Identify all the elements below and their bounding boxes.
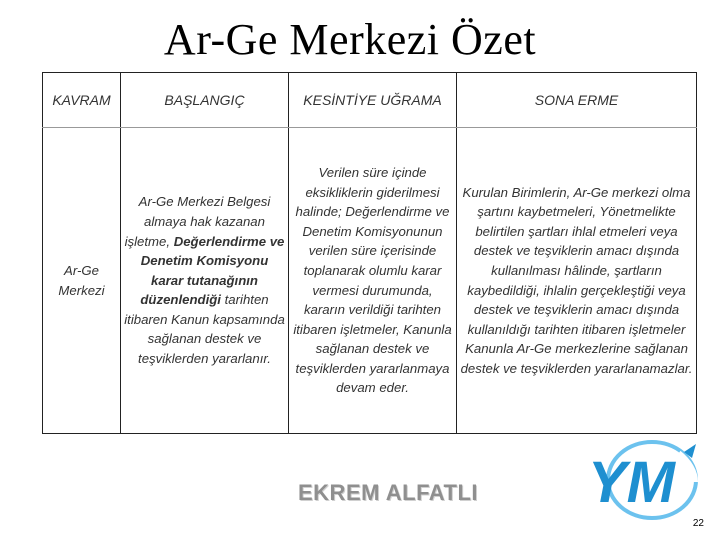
- author-name: EKREM ALFATLI: [298, 480, 479, 505]
- table-row: [43, 128, 697, 434]
- page-number: 22: [692, 518, 704, 529]
- cell-kesintiye-ugrama: Verilen süre içinde eksikliklerin giderilmesi halinde; Değerlendirme ve Denetim Komisyonunun verilen süre içerisinde toplanarak olumlu karar vermesi durumunda, kararın verildiği tarihten itibaren işletmeler, Kanunla sağlanan destek ve teşviklerden yararlanmaya devam eder.: [289, 128, 457, 434]
- logo-text: YM: [588, 450, 675, 515]
- header-sona-erme: SONA ERME: [457, 73, 697, 128]
- baslangic-text-1: Ar-Ge Merkezi Belgesi almaya hak kazanan işletme,: [124, 194, 271, 249]
- header-kavram: KAVRAM: [43, 73, 121, 128]
- baslangic-text-2: tarihten itibaren Kanun kapsamında sağlanan destek ve teşviklerden yararlanır.: [124, 292, 285, 367]
- cell-kavram: Ar-Ge Merkezi: [43, 128, 121, 434]
- cell-sona-erme: Kurulan Birimlerin, Ar-Ge merkezi olma şartını kaybetmeleri, Yönetmelikte belirtilen şartları ihlal etmeleri veya destek ve teşviklerin amacı dışında kullanılması hâlinde, şartların kaybedildiği, ihlalin gerçekleştiği veya destek ve teşviklerin amacı dışında kullanıldığı tarihten itibaren işletmeler Kanunla Ar-Ge merkezlerine sağlanan destek ve teşviklerden yararlanamazlar.: [457, 128, 697, 434]
- header-baslangic: BAŞLANGIÇ: [121, 73, 289, 128]
- header-row: [43, 73, 697, 128]
- slide-title: Ar-Ge Merkezi Özet: [163, 15, 537, 64]
- ym-logo-icon: [582, 436, 700, 524]
- baslangic-bold-text: Değerlendirme ve Denetim Komisyonu karar tutanağının düzenlendiği: [140, 233, 285, 308]
- summary-table: [42, 72, 697, 434]
- header-kesintiye-ugrama: KESİNTİYE UĞRAMA: [289, 73, 457, 128]
- cell-baslangic: [121, 128, 289, 434]
